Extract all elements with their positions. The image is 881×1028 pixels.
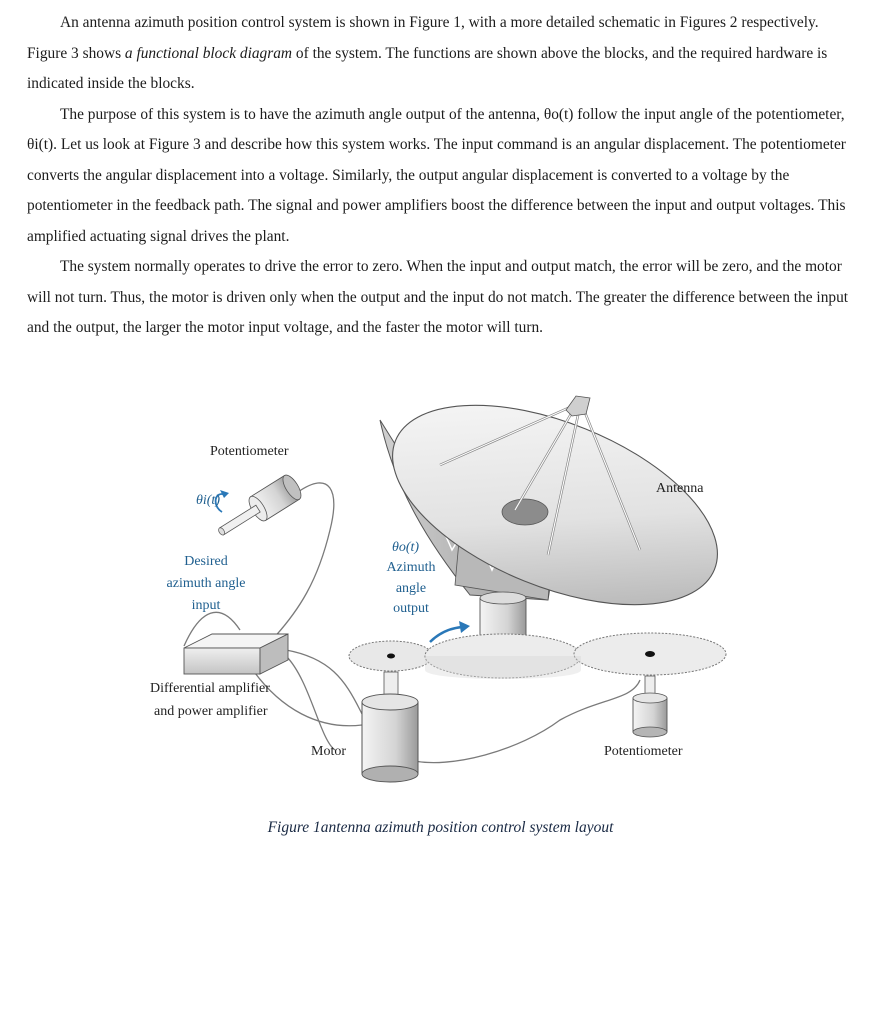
label-theta-i: θi(t) [196, 493, 220, 508]
motor [362, 672, 418, 782]
emphasis-functional-block-diagram: a functional block diagram [124, 44, 293, 62]
gear-train [349, 633, 726, 679]
label-desired-1: Desired [184, 554, 228, 569]
label-desired-3: input [191, 598, 221, 613]
body-text [27, 8, 857, 344]
label-azimuth-3: output [393, 601, 429, 616]
figure-caption: Figure 1antenna azimuth position control system layout [267, 819, 614, 836]
label-azimuth-2: angle [395, 581, 427, 596]
label-azimuth-1: Azimuth [386, 560, 436, 575]
label-theta-o: θo(t) [392, 540, 420, 555]
label-potentiometer-feedback: Potentiometer [604, 744, 683, 759]
label-amplifier-1: Differential amplifier [150, 681, 270, 696]
label-antenna: Antenna [656, 481, 704, 496]
figure-antenna-system [0, 380, 881, 850]
label-potentiometer-input: Potentiometer [210, 444, 289, 459]
input-potentiometer [212, 472, 304, 544]
paragraph-2: The purpose of this system is to have the azimuth angle output of the antenna, θo(t) follow the input angle of the potentiometer, θi(t). Let us look at Figure 3 and describe how this system works. The input command is an angular displacement. The potentiometer converts the angular displacement into a voltage. Similarly, the output angular displacement is converted to a voltage by the potentiometer in the feedback path. The signal and power amplifiers boost the difference between the input and output voltages. This amplified actuating signal drives the plant. [27, 105, 846, 245]
amplifier-box [184, 634, 288, 674]
label-desired-2: azimuth angle [166, 576, 246, 591]
label-motor: Motor [311, 744, 346, 759]
feedback-potentiometer [633, 676, 667, 737]
paragraph-3: The system normally operates to drive the error to zero. When the input and output match, the error will be zero, and the motor will not turn. Thus, the motor is driven only when the output and the input do not match. The greater the difference between the input and the output, the larger the motor input voltage, and the faster the motor will turn. [27, 258, 849, 336]
label-amplifier-2: and power amplifier [154, 704, 268, 719]
paragraph-1: An antenna azimuth position control system is shown in Figure 1, with a more detailed schematic in Figures 2 respectively. Figure 3 shows a functional block diagram of the system. The functions are shown above the blocks, and the required hardware is indicated inside the blocks. [27, 14, 828, 92]
